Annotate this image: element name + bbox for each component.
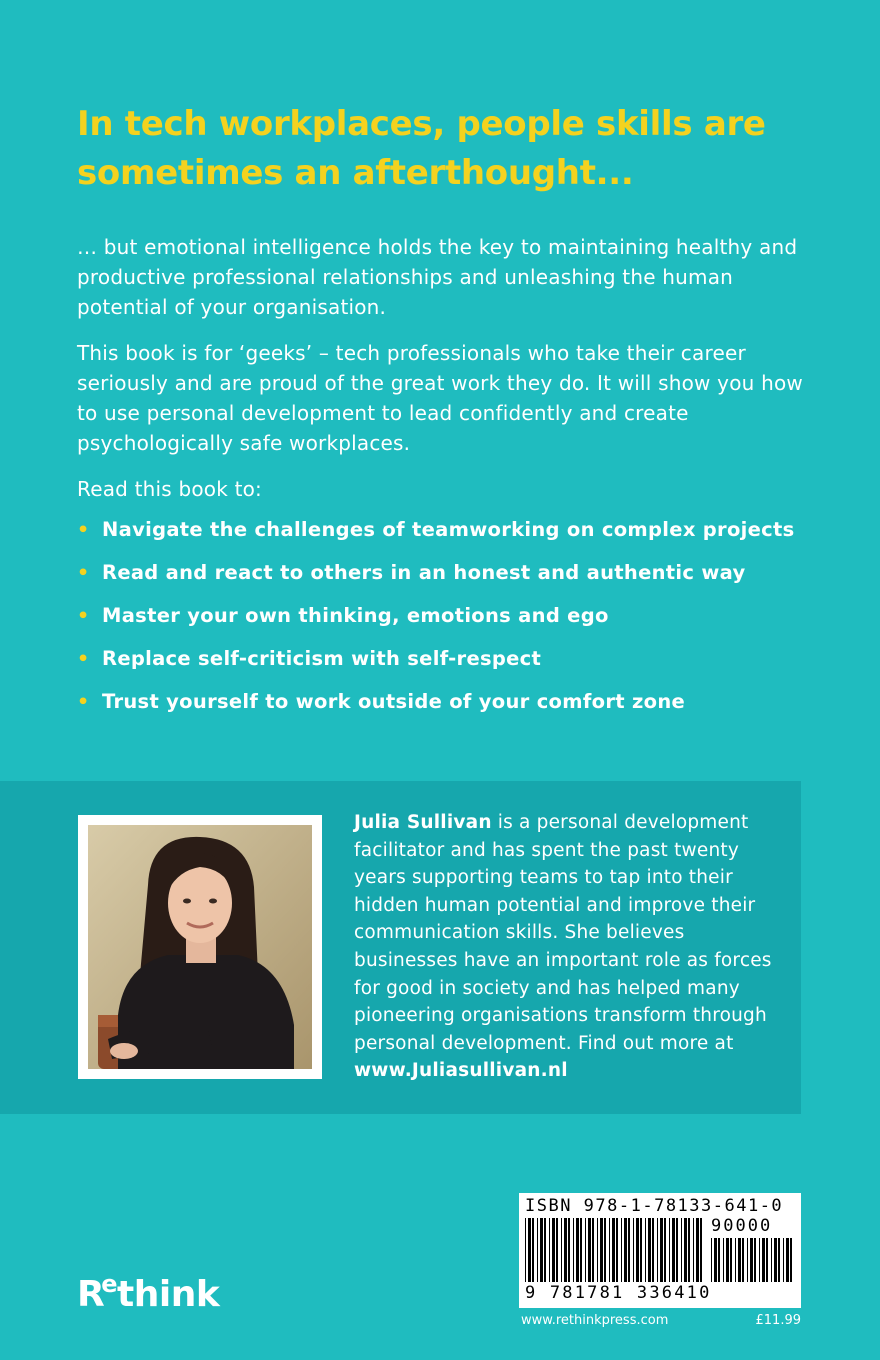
intro-paragraph: … but emotional intelligence holds the key to maintaining healthy and productive professional relationships and unleashing the human potential of your organisation. — [77, 235, 798, 319]
barcode-box — [519, 1193, 801, 1308]
read-to-label: Read this book to: — [77, 477, 262, 501]
author-panel — [0, 781, 801, 1114]
list-item: • Navigate the challenges of teamworking on complex projects — [77, 518, 795, 541]
list-item: • Trust yourself to work outside of your comfort zone — [77, 690, 686, 713]
author-website-link[interactable]: www.Juliasullivan.nl — [354, 1060, 568, 1082]
price-code: 90000 — [711, 1216, 773, 1236]
benefits-list — [77, 518, 817, 714]
publisher-url[interactable]: www.rethinkpress.com — [521, 1313, 669, 1328]
barcode-icon — [525, 1218, 705, 1282]
publisher-logo: $R^ethink$ — [77, 1270, 220, 1315]
description-block — [77, 232, 817, 733]
isbn-text: ISBN 978-1-78133-641-0 — [525, 1196, 784, 1216]
barcode-digits: 9 781781 336410 — [525, 1283, 712, 1303]
author-name: Julia Sullivan — [354, 812, 492, 833]
audience-paragraph: This book is for ‘geeks’ – tech professionals who take their career seriously and are proud of the great work they do. It will show you how to use personal development to lead confidently and create psychologically safe workplaces. — [77, 341, 803, 455]
bullet-icon: • — [77, 562, 90, 584]
author-photo-frame — [78, 815, 322, 1079]
list-item: • Master your own thinking, emotions and ego — [77, 604, 609, 627]
author-bio-text: is a personal development facilitator and has spent the past twenty years supporting teams to tap into their hidden human potential and improve their communication skills. She believes businesses have an important role as forces for good in society and has helped many pioneering organisations transform through personal development. Find out more at — [354, 812, 772, 1054]
list-item: • Replace self-criticism with self-respect — [77, 647, 542, 670]
author-portrait-icon — [88, 825, 312, 1069]
barcode-addon-icon — [711, 1238, 795, 1282]
bullet-icon: • — [77, 605, 90, 627]
author-bio — [354, 809, 774, 1085]
price: £11.99 — [755, 1313, 801, 1328]
bullet-icon: • — [77, 648, 90, 670]
list-item: • Read and react to others in an honest and authentic way — [77, 561, 746, 584]
bullet-icon: • — [77, 691, 90, 713]
headline: In tech workplaces, people skills are sometimes an afterthought... — [77, 104, 766, 193]
bullet-icon: • — [77, 519, 90, 541]
author-photo — [88, 825, 312, 1069]
